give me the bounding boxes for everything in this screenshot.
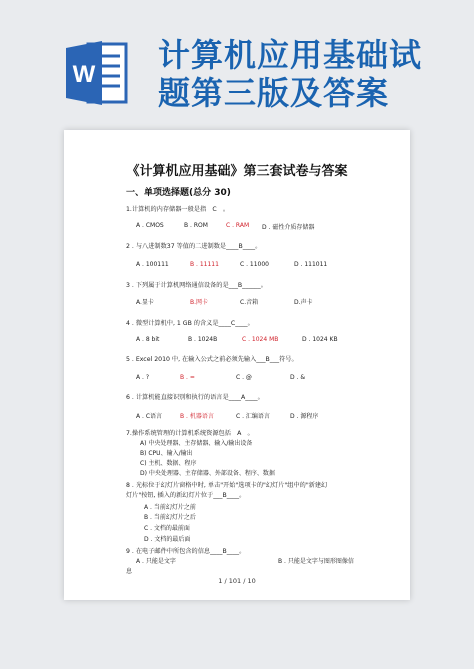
q4-option-b: B . 1024B <box>188 336 218 343</box>
q2-option-d: D . 111011 <box>294 261 328 268</box>
q4-option-c: C . 1024 MB <box>242 336 279 343</box>
q6-option-c: C . 汇编语言 <box>236 413 270 420</box>
q6-option-b: B . 机器语言 <box>180 413 214 420</box>
document-title: 《计算机应用基础》第三套试卷与答案 <box>126 164 348 179</box>
question-8-line1: 8 . 光标位于幻灯片窗格中时, 单击"开始"选项卡的"幻灯片"组中的"新建幻 <box>126 482 328 489</box>
q2-option-a: A . 100111 <box>136 261 169 268</box>
q3-option-d: D.声卡 <box>294 299 313 306</box>
question-7: 7.操作系统管理的计算机系统资源包括 A 。 <box>126 430 254 437</box>
q8-option-b: B . 当前幻灯片之后 <box>144 514 196 521</box>
document-page <box>64 130 410 600</box>
question-6: 6 . 计算机能直接识别和执行的语言是____A____。 <box>126 394 264 401</box>
banner-title-line2: 题第三版及答案 <box>158 74 390 112</box>
q8-option-c: C . 文档的最前面 <box>144 525 190 532</box>
q5-option-b: B . = <box>180 374 195 381</box>
question-2: 2 . 与八进制数37 等值的二进制数是____B____。 <box>126 243 262 250</box>
q1-option-b: B . ROM <box>184 222 208 229</box>
page-number: 1 / 101 / 10 <box>218 577 256 585</box>
question-1: 1.计算机的内存储器一般是指 C 。 <box>126 206 230 213</box>
header-banner <box>0 0 474 128</box>
q7-option-a: A) 中央处理器、主存储器、输入/输出设备 <box>140 440 253 447</box>
q5-option-a: A . ? <box>136 374 150 381</box>
q8-option-d: D . 文档的最后面 <box>144 536 191 543</box>
q7-option-d: D) 中央处理器、主存储器、外部设备、程序、数据 <box>140 470 275 477</box>
banner-title <box>158 36 458 112</box>
q1-option-a: A . CMOS <box>136 222 164 229</box>
banner-title-line1: 计算机应用基础试 <box>158 36 423 74</box>
question-4: 4 . 微型计算机中, 1 GB 的含义是____C____。 <box>126 320 254 327</box>
word-icon <box>66 38 128 108</box>
question-9: 9 . 在电子邮件中所包含的信息____B____。 <box>126 548 246 555</box>
question-8-line2: 灯片"按钮, 插入的新幻灯片位于___B____。 <box>126 492 246 499</box>
q5-option-c: C . @ <box>236 374 252 381</box>
q3-option-a: A.显卡 <box>136 299 154 306</box>
q9-option-b: B . 只能是文字与图形图像信 <box>278 558 354 565</box>
q9-option-a: A . 只能是文字 <box>136 558 176 565</box>
q2-option-c: C . 11000 <box>240 261 269 268</box>
q4-option-a: A . 8 bit <box>136 336 160 343</box>
q3-option-b: B.网卡 <box>190 299 209 306</box>
q6-option-d: D . 源程序 <box>290 413 319 420</box>
q3-option-c: C.音箱 <box>240 299 259 306</box>
q1-option-c: C . RAM <box>226 222 250 229</box>
question-3: 3 . 下列属于计算机网络通信设备的是___B______。 <box>126 282 267 289</box>
svg-text:W: W <box>72 61 96 88</box>
question-5: 5 . Excel 2010 中, 在输入公式之前必须先输入___B___符号。 <box>126 356 298 363</box>
q9-option-b-cont: 息 <box>126 568 133 575</box>
q7-option-c: C) 主机、数据、程序 <box>140 460 197 467</box>
section-heading: 一、单项选择题(总分 30) <box>126 188 231 198</box>
q6-option-a: A . C语言 <box>136 413 163 420</box>
q1-option-d: D . 磁性介质存储器 <box>262 224 315 231</box>
q7-option-b: B) CPU、输入/输出 <box>140 450 193 457</box>
q5-option-d: D . & <box>290 374 306 381</box>
q4-option-d: D . 1024 KB <box>302 336 338 343</box>
q8-option-a: A . 当前幻灯片之前 <box>144 504 196 511</box>
q2-option-b: B . 11111 <box>190 261 219 268</box>
